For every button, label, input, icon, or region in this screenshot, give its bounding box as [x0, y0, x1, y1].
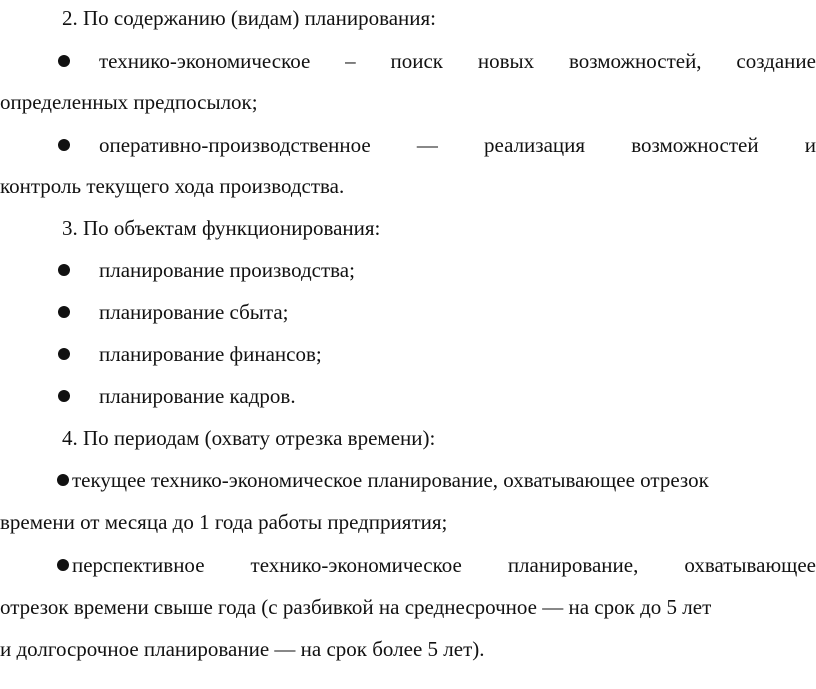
- word: реализация: [484, 133, 586, 157]
- list-item-line: [99, 47, 816, 75]
- section-4-heading: 4. По периодам (охвату отрезка времени):: [62, 426, 436, 450]
- bullet-icon: [58, 306, 70, 318]
- word: создание: [736, 49, 816, 73]
- bullet-icon: [58, 55, 70, 67]
- bullet-icon: [58, 139, 70, 151]
- list-item-continuation: и долгосрочное планирование — на срок более 5 лет).: [0, 637, 485, 661]
- word: охватывающее: [684, 553, 816, 577]
- list-item-line: [99, 131, 816, 159]
- section-2-heading: 2. По содержанию (видам) планирования:: [62, 6, 437, 30]
- word: и: [804, 133, 816, 157]
- list-item-continuation: определенных предпосылок;: [0, 90, 258, 114]
- bullet-icon: [58, 348, 70, 360]
- bullet-icon: [58, 390, 70, 402]
- word: оперативно-производственное: [99, 133, 371, 157]
- list-item-continuation: контроль текущего хода производства.: [0, 174, 345, 198]
- word: планирование,: [507, 553, 639, 577]
- word: поиск: [390, 49, 443, 73]
- bullet-icon: [57, 474, 69, 486]
- word: перспективное: [72, 553, 205, 577]
- list-item-line: планирование кадров.: [99, 384, 296, 408]
- list-item-line: текущее технико-экономическое планирование, охватывающее отрезок: [72, 468, 709, 492]
- list-item-line: планирование производства;: [99, 258, 355, 282]
- word: —: [416, 133, 438, 157]
- bullet-icon: [57, 559, 69, 571]
- word: технико-экономическое: [250, 553, 462, 577]
- word: возможностей: [631, 133, 759, 157]
- word: технико-экономическое: [99, 49, 311, 73]
- list-item-continuation: отрезок времени свыше года (с разбивкой на среднесрочное — на срок до 5 лет: [0, 595, 712, 619]
- list-item-continuation: времени от месяца до 1 года работы предприятия;: [0, 510, 448, 534]
- section-3-heading: 3. По объектам функционирования:: [62, 216, 381, 240]
- list-item-line: планирование сбыта;: [99, 300, 289, 324]
- word: новых: [477, 49, 535, 73]
- list-item-line: [72, 551, 816, 579]
- bullet-icon: [58, 264, 70, 276]
- word: возможностей,: [568, 49, 702, 73]
- word: –: [345, 49, 356, 73]
- list-item-line: планирование финансов;: [99, 342, 322, 366]
